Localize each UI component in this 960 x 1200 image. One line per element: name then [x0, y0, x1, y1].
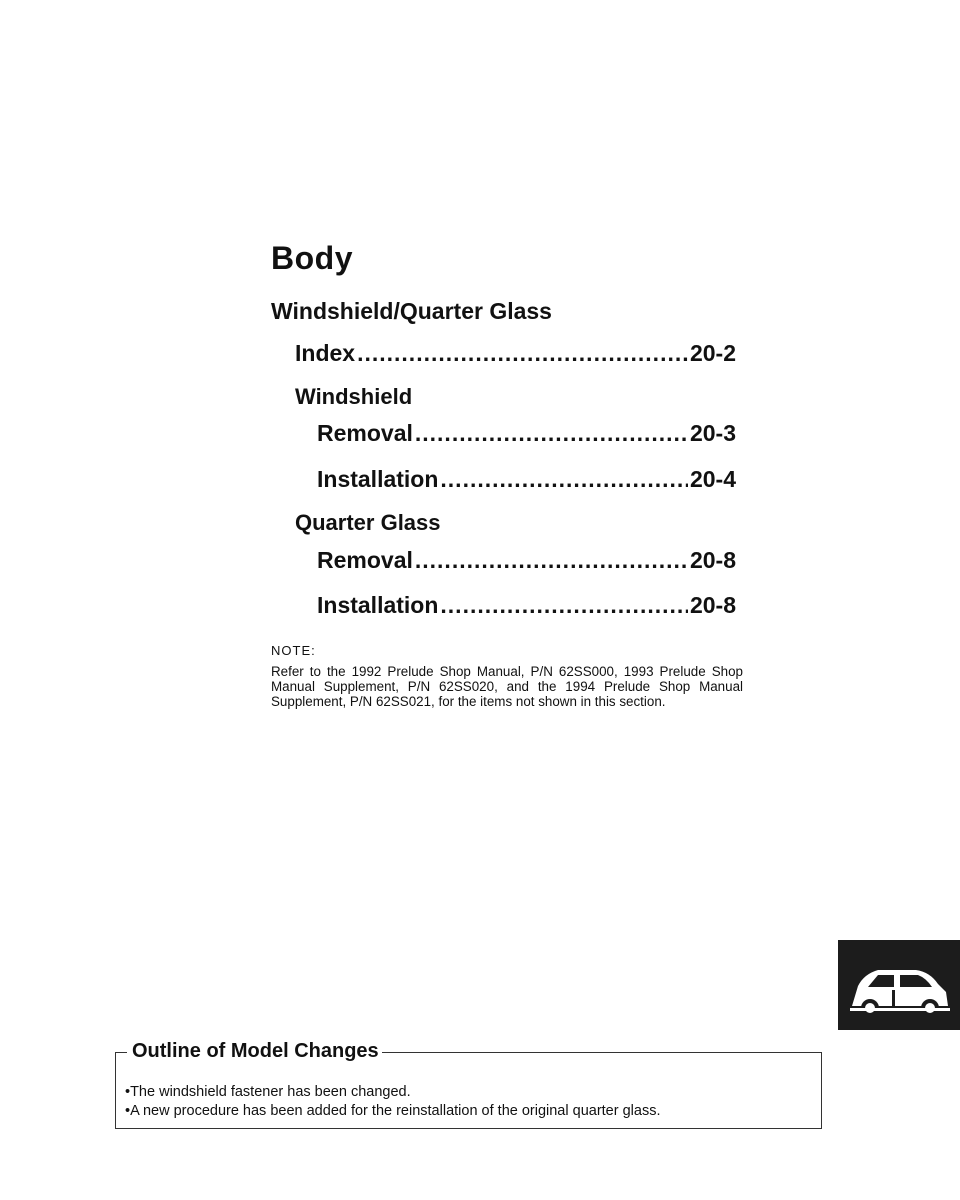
toc-entry-page: 20-4 [689, 466, 736, 492]
toc-entry-quarter-glass-removal[interactable] [317, 547, 736, 574]
toc-leader-dots [440, 592, 688, 619]
outline-list [125, 1083, 660, 1121]
note-block [271, 643, 743, 709]
toc-entry-page: 20-8 [689, 592, 736, 618]
note-text: Refer to the 1992 Prelude Shop Manual, P/N 62SS000, 1993 Prelude Shop Manual Supplement, P/N 62SS020, and the 1994 Prelude Shop Manual Supplement, P/N 62SS021, for the items not shown in this section. [271, 664, 743, 709]
toc-leader-dots [415, 420, 688, 447]
outline-title: Outline of Model Changes [129, 1040, 382, 1063]
toc-entry-quarter-glass-installation[interactable] [317, 592, 736, 619]
toc-entry-label: Installation [317, 592, 439, 618]
toc-entry-page: 20-8 [689, 547, 736, 573]
toc-entry-page: 20-3 [689, 420, 736, 446]
page-title: Body [271, 240, 353, 276]
section-thumb-tab [838, 940, 960, 1030]
toc-entry-index[interactable] [295, 340, 736, 367]
toc-entry-label: Removal [317, 420, 413, 446]
toc-entry-windshield-installation[interactable] [317, 466, 736, 493]
toc-entry-label: Index [295, 340, 356, 366]
toc-entry-label: Removal [317, 547, 413, 573]
toc-leader-dots [440, 466, 688, 493]
list-item: • The windshield fastener has been changed. [125, 1083, 660, 1102]
outline-box-top-rule [115, 1052, 127, 1053]
toc-entry-windshield-removal[interactable] [317, 420, 736, 447]
note-heading: NOTE: [271, 643, 316, 658]
toc-group-windshield: Windshield [295, 384, 413, 409]
toc-entry-page: 20-2 [689, 340, 736, 366]
toc-leader-dots [415, 547, 688, 574]
toc-leader-dots [357, 340, 688, 367]
list-item: • A new procedure has been added for the reinstallation of the original quarter glass. [125, 1102, 660, 1121]
toc-group-quarter-glass: Quarter Glass [295, 510, 441, 535]
toc-entry-label: Installation [317, 466, 439, 492]
car-silhouette-icon [838, 940, 960, 1030]
section-subtitle: Windshield/Quarter Glass [271, 298, 552, 324]
outline-box-top-rule [375, 1052, 822, 1053]
